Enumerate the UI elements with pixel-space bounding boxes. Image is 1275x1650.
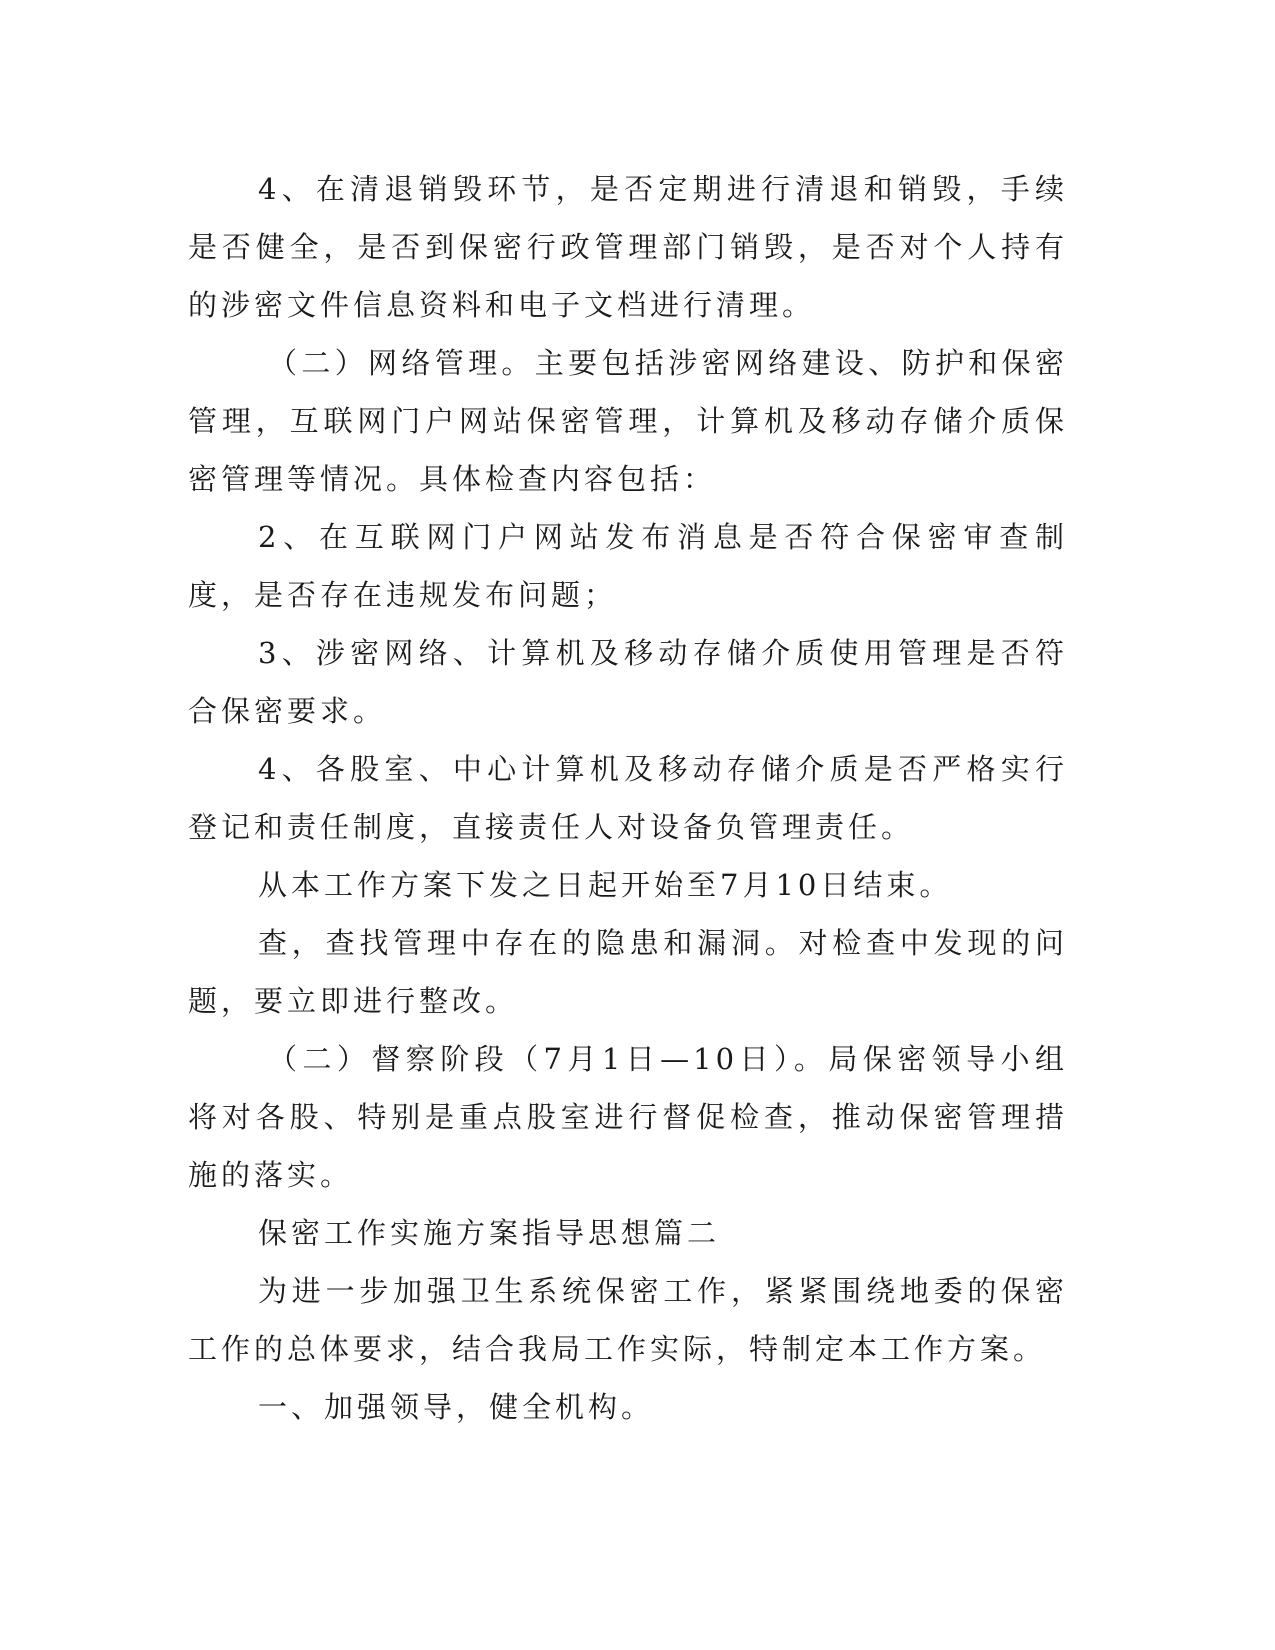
paragraph-destruction-check: 4、在清退销毁环节，是否定期进行清退和销毁，手续是否健全，是否到保密行政管理部门销毁，是否对个人持有的涉密文件信息资料和电子文档进行清理。: [188, 172, 1068, 322]
paragraph-intro-plan: 为进一步加强卫生系统保密工作，紧紧围绕地委的保密工作的总体要求，结合我局工作实际，特制定本工作方案。: [188, 1274, 1068, 1366]
paragraph-network-management: （二）网络管理。主要包括涉密网络建设、防护和保密管理，互联网门户网站保密管理，计算机及移动存储介质保密管理等情况。具体检查内容包括：: [188, 346, 1068, 496]
document-body: [188, 160, 1068, 1436]
heading-strengthen-leadership: 一、加强领导，健全机构。: [258, 1390, 655, 1424]
paragraph-rectification: 查，查找管理中存在的隐患和漏洞。对检查中发现的问题，要立即进行整改。: [188, 926, 1068, 1018]
paragraph-registration-responsibility: 4、各股室、中心计算机及移动存储介质是否严格实行登记和责任制度，直接责任人对设备负管理责任。: [188, 752, 1068, 844]
section-title: 保密工作实施方案指导思想篇二: [258, 1216, 721, 1250]
paragraph-schedule: 从本工作方案下发之日起开始至7月10日结束。: [258, 868, 953, 902]
paragraph-portal-publishing: 2、在互联网门户网站发布消息是否符合保密审查制度，是否存在违规发布问题；: [188, 520, 1068, 612]
paragraph-network-usage: 3、涉密网络、计算机及移动存储介质使用管理是否符合保密要求。: [188, 636, 1068, 728]
paragraph-supervision-stage: （二）督察阶段（7月1日—10日）。局保密领导小组将对各股、特别是重点股室进行督促检查，推动保密管理措施的落实。: [188, 1042, 1068, 1192]
